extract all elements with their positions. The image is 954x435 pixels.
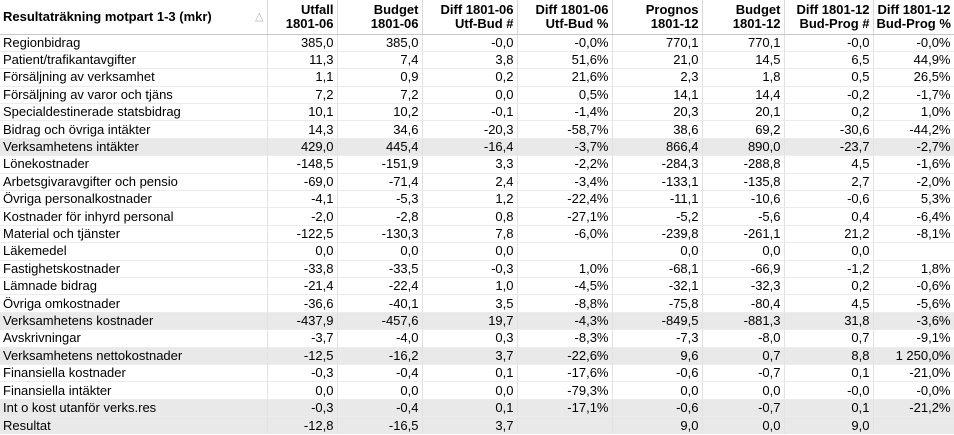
row-label: Material och tjänster xyxy=(0,225,267,242)
cell-value: -2,0 xyxy=(267,208,337,225)
cell-value: -9,1% xyxy=(873,330,954,347)
cell-value: 0,0 xyxy=(337,382,422,399)
table-row[interactable] xyxy=(0,191,954,208)
cell-value: 3,5 xyxy=(422,295,517,312)
cell-value: -284,3 xyxy=(612,156,702,173)
cell-value: -881,3 xyxy=(702,312,784,329)
cell-value: 11,3 xyxy=(267,51,337,68)
cell-value: -5,6% xyxy=(873,295,954,312)
column-header-line2: 1801-06 xyxy=(370,15,419,31)
cell-value: 69,2 xyxy=(702,121,784,138)
cell-value: -0,3 xyxy=(267,399,337,416)
cell-value: 0,2 xyxy=(422,69,517,86)
column-header-2[interactable] xyxy=(337,0,422,34)
cell-value: 31,8 xyxy=(784,312,873,329)
column-header-line1: Prognos xyxy=(645,1,699,17)
cell-value: -71,4 xyxy=(337,173,422,190)
cell-value: 0,2 xyxy=(784,277,873,294)
cell-value: -32,3 xyxy=(702,277,784,294)
cell-value: 3,7 xyxy=(422,417,517,434)
cell-value: 890,0 xyxy=(702,138,784,155)
cell-value: -239,8 xyxy=(612,225,702,242)
cell-value: 2,3 xyxy=(612,69,702,86)
cell-value: 1,8 xyxy=(702,69,784,86)
cell-value: -4,1 xyxy=(267,191,337,208)
row-label: Övriga omkostnader xyxy=(0,295,267,312)
cell-value: 3,8 xyxy=(422,51,517,68)
row-label: Lönekostnader xyxy=(0,156,267,173)
cell-value: -261,1 xyxy=(702,225,784,242)
cell-value: -3,7 xyxy=(267,330,337,347)
cell-value: 385,0 xyxy=(337,34,422,51)
cell-value: -0,7 xyxy=(702,399,784,416)
cell-value: 14,5 xyxy=(702,51,784,68)
row-label: Resultat xyxy=(0,417,267,434)
cell-value: 0,2 xyxy=(784,104,873,121)
cell-value: -130,3 xyxy=(337,225,422,242)
table-row[interactable] xyxy=(0,382,954,399)
cell-value: 0,3 xyxy=(422,330,517,347)
cell-value: -22,4% xyxy=(517,191,612,208)
cell-value: 0,0 xyxy=(422,243,517,260)
cell-value: 1 250,0% xyxy=(873,347,954,364)
cell-value xyxy=(873,417,954,434)
cell-value: -75,8 xyxy=(612,295,702,312)
cell-value: 1,0% xyxy=(873,104,954,121)
cell-value: 38,6 xyxy=(612,121,702,138)
cell-value: -3,7% xyxy=(517,138,612,155)
cell-value: -17,6% xyxy=(517,364,612,381)
cell-value: -8,8% xyxy=(517,295,612,312)
cell-value: -69,0 xyxy=(267,173,337,190)
cell-value: -0,0 xyxy=(422,34,517,51)
cell-value: -21,0% xyxy=(873,364,954,381)
cell-value: -22,4 xyxy=(337,277,422,294)
cell-value: 0,0 xyxy=(422,86,517,103)
cell-value: -33,8 xyxy=(267,260,337,277)
cell-value: 0,0 xyxy=(422,382,517,399)
table-row[interactable] xyxy=(0,243,954,260)
cell-value: -1,2 xyxy=(784,260,873,277)
column-header-line2: 1801-12 xyxy=(650,15,699,31)
cell-value: -8,1% xyxy=(873,225,954,242)
cell-value: -10,6 xyxy=(702,191,784,208)
cell-value: -4,0 xyxy=(337,330,422,347)
cell-value: -20,3 xyxy=(422,121,517,138)
cell-value: -0,4 xyxy=(337,364,422,381)
cell-value: 0,1 xyxy=(422,399,517,416)
cell-value: -0,6 xyxy=(612,399,702,416)
table-row[interactable] xyxy=(0,51,954,68)
column-header-8[interactable] xyxy=(873,0,954,34)
table-row[interactable] xyxy=(0,156,954,173)
cell-value: -21,4 xyxy=(267,277,337,294)
cell-value: 10,1 xyxy=(267,104,337,121)
cell-value: -8,0 xyxy=(702,330,784,347)
cell-value: -22,6% xyxy=(517,347,612,364)
cell-value: 9,6 xyxy=(612,347,702,364)
cell-value: -11,1 xyxy=(612,191,702,208)
column-header-3[interactable] xyxy=(422,0,517,34)
cell-value: 2,4 xyxy=(422,173,517,190)
table-row[interactable] xyxy=(0,34,954,51)
row-label: Fastighetskostnader xyxy=(0,260,267,277)
cell-value: 8,8 xyxy=(784,347,873,364)
table-row[interactable] xyxy=(0,295,954,312)
cell-value: 445,4 xyxy=(337,138,422,155)
cell-value: 0,1 xyxy=(784,364,873,381)
table-row[interactable] xyxy=(0,399,954,416)
cell-value: 1,0% xyxy=(517,260,612,277)
cell-value: 51,6% xyxy=(517,51,612,68)
cell-value: -33,5 xyxy=(337,260,422,277)
cell-value: 0,0 xyxy=(612,243,702,260)
column-header-title: Resultaträkning motpart 1-3 (mkr) xyxy=(3,8,212,24)
cell-value: -4,3% xyxy=(517,312,612,329)
cell-value: 21,6% xyxy=(517,69,612,86)
column-header-line2: 1801-06 xyxy=(285,15,334,31)
cell-value: -17,1% xyxy=(517,399,612,416)
row-label: Int o kost utanför verks.res xyxy=(0,399,267,416)
cell-value: 0,0 xyxy=(702,243,784,260)
cell-value: -133,1 xyxy=(612,173,702,190)
row-label: Verksamhetens kostnader xyxy=(0,312,267,329)
cell-value: -80,4 xyxy=(702,295,784,312)
cell-value: 0,1 xyxy=(422,364,517,381)
cell-value: -68,1 xyxy=(612,260,702,277)
cell-value: -5,2 xyxy=(612,208,702,225)
table-row[interactable] xyxy=(0,364,954,381)
table-row[interactable] xyxy=(0,69,954,86)
column-header-line1: Diff 1801-12 xyxy=(796,1,870,17)
cell-value: -4,5% xyxy=(517,277,612,294)
cell-value: 9,0 xyxy=(784,417,873,434)
cell-value: -12,5 xyxy=(267,347,337,364)
cell-value: -36,6 xyxy=(267,295,337,312)
cell-value: -8,3% xyxy=(517,330,612,347)
cell-value xyxy=(517,417,612,434)
cell-value: -3,6% xyxy=(873,312,954,329)
cell-value: 34,6 xyxy=(337,121,422,138)
row-label: Lämnade bidrag xyxy=(0,277,267,294)
row-label: Övriga personalkostnader xyxy=(0,191,267,208)
cell-value: 7,2 xyxy=(337,86,422,103)
cell-value: 21,0 xyxy=(612,51,702,68)
table-row[interactable] xyxy=(0,417,954,434)
table-body xyxy=(0,34,954,434)
cell-value: 1,8% xyxy=(873,260,954,277)
cell-value: -0,0% xyxy=(873,34,954,51)
column-header-line1: Diff 1801-06 xyxy=(535,1,609,17)
row-label: Avskrivningar xyxy=(0,330,267,347)
cell-value: -5,6 xyxy=(702,208,784,225)
cell-value: 0,5 xyxy=(784,69,873,86)
table-row[interactable] xyxy=(0,86,954,103)
cell-value: -44,2% xyxy=(873,121,954,138)
column-header-line1: Diff 1801-06 xyxy=(440,1,514,17)
row-label: Läkemedel xyxy=(0,243,267,260)
cell-value: -79,3% xyxy=(517,382,612,399)
cell-value: 0,9 xyxy=(337,69,422,86)
cell-value: 770,1 xyxy=(702,34,784,51)
cell-value: 0,0 xyxy=(267,382,337,399)
row-label: Försäljning av verksamhet xyxy=(0,69,267,86)
column-header-line2: Bud-Prog % xyxy=(876,15,951,31)
cell-value: 5,3% xyxy=(873,191,954,208)
column-header-line2: Bud-Prog # xyxy=(799,15,870,31)
column-header-1[interactable] xyxy=(267,0,337,34)
cell-value: -1,4% xyxy=(517,104,612,121)
cell-value: 20,1 xyxy=(702,104,784,121)
cell-value: -1,6% xyxy=(873,156,954,173)
table-row[interactable] xyxy=(0,104,954,121)
cell-value: -148,5 xyxy=(267,156,337,173)
cell-value: 3,3 xyxy=(422,156,517,173)
cell-value: -12,8 xyxy=(267,417,337,434)
column-header-line1: Budget xyxy=(373,1,419,17)
cell-value: 19,7 xyxy=(422,312,517,329)
cell-value: -2,0% xyxy=(873,173,954,190)
cell-value: -2,2% xyxy=(517,156,612,173)
row-label: Specialdestinerade statsbidrag xyxy=(0,104,267,121)
cell-value: 0,8 xyxy=(422,208,517,225)
cell-value: 0,0 xyxy=(267,243,337,260)
cell-value: -1,7% xyxy=(873,86,954,103)
cell-value: 429,0 xyxy=(267,138,337,155)
cell-value: -0,0% xyxy=(873,382,954,399)
table-row[interactable] xyxy=(0,260,954,277)
cell-value: -0,2 xyxy=(784,86,873,103)
cell-value: -21,2% xyxy=(873,399,954,416)
cell-value: -122,5 xyxy=(267,225,337,242)
cell-value: -151,9 xyxy=(337,156,422,173)
row-label: Verksamhetens intäkter xyxy=(0,138,267,155)
row-label: Patient/trafikantavgifter xyxy=(0,51,267,68)
row-label: Arbetsgivaravgifter och pensio xyxy=(0,173,267,190)
table-row[interactable] xyxy=(0,138,954,155)
cell-value: -16,2 xyxy=(337,347,422,364)
column-header-line2: Utf-Bud % xyxy=(545,15,609,31)
row-label: Försäljning av varor och tjäns xyxy=(0,86,267,103)
cell-value: 6,5 xyxy=(784,51,873,68)
cell-value: 1,0 xyxy=(422,277,517,294)
cell-value: 14,4 xyxy=(702,86,784,103)
table-row[interactable] xyxy=(0,173,954,190)
cell-value: -457,6 xyxy=(337,312,422,329)
cell-value: 0,4 xyxy=(784,208,873,225)
header-row xyxy=(0,0,954,34)
cell-value: 2,7 xyxy=(784,173,873,190)
row-label: Kostnader för inhyrd personal xyxy=(0,208,267,225)
column-header-7[interactable] xyxy=(784,0,873,34)
column-header-6[interactable] xyxy=(702,0,784,34)
cell-value xyxy=(873,243,954,260)
cell-value: 3,7 xyxy=(422,347,517,364)
column-header-line2: Utf-Bud # xyxy=(455,15,514,31)
cell-value: -0,0 xyxy=(784,34,873,51)
cell-value: -7,3 xyxy=(612,330,702,347)
table-row[interactable] xyxy=(0,347,954,364)
table-row[interactable] xyxy=(0,312,954,329)
cell-value: -0,6 xyxy=(612,364,702,381)
cell-value: -30,6 xyxy=(784,121,873,138)
cell-value: -288,8 xyxy=(702,156,784,173)
cell-value: -0,6% xyxy=(873,277,954,294)
cell-value: 0,0 xyxy=(612,382,702,399)
cell-value: 1,1 xyxy=(267,69,337,86)
table-row[interactable] xyxy=(0,121,954,138)
table-row[interactable] xyxy=(0,330,954,347)
cell-value: 7,8 xyxy=(422,225,517,242)
sort-indicator-icon[interactable]: △ xyxy=(255,10,264,23)
row-label: Finansiella kostnader xyxy=(0,364,267,381)
cell-value: 0,1 xyxy=(784,399,873,416)
cell-value: -0,7 xyxy=(702,364,784,381)
cell-value: -849,5 xyxy=(612,312,702,329)
column-header-5[interactable] xyxy=(612,0,702,34)
column-header-line1: Budget xyxy=(735,1,781,17)
row-label: Verksamhetens nettokostnader xyxy=(0,347,267,364)
cell-value xyxy=(517,243,612,260)
cell-value: 866,4 xyxy=(612,138,702,155)
cell-value: 770,1 xyxy=(612,34,702,51)
cell-value: -0,1 xyxy=(422,104,517,121)
cell-value: 4,5 xyxy=(784,295,873,312)
cell-value: -0,3 xyxy=(267,364,337,381)
cell-value: -0,6 xyxy=(784,191,873,208)
cell-value: 44,9% xyxy=(873,51,954,68)
row-label: Bidrag och övriga intäkter xyxy=(0,121,267,138)
column-header-line1: Utfall xyxy=(301,1,334,17)
cell-value: 0,7 xyxy=(784,330,873,347)
cell-value: -66,9 xyxy=(702,260,784,277)
cell-value: 1,2 xyxy=(422,191,517,208)
cell-value: -6,4% xyxy=(873,208,954,225)
cell-value: -437,9 xyxy=(267,312,337,329)
cell-value: -0,0% xyxy=(517,34,612,51)
cell-value: 0,0 xyxy=(702,417,784,434)
cell-value: -6,0% xyxy=(517,225,612,242)
cell-value: 7,2 xyxy=(267,86,337,103)
column-header-line1: Diff 1801-12 xyxy=(877,1,951,17)
cell-value: -32,1 xyxy=(612,277,702,294)
cell-value: -23,7 xyxy=(784,138,873,155)
cell-value: -40,1 xyxy=(337,295,422,312)
cell-value: 21,2 xyxy=(784,225,873,242)
cell-value: 14,3 xyxy=(267,121,337,138)
table-row[interactable] xyxy=(0,277,954,294)
cell-value: -0,3 xyxy=(422,260,517,277)
cell-value: -5,3 xyxy=(337,191,422,208)
cell-value: 0,7 xyxy=(702,347,784,364)
cell-value: 9,0 xyxy=(612,417,702,434)
cell-value: 14,1 xyxy=(612,86,702,103)
cell-value: -2,8 xyxy=(337,208,422,225)
cell-value: -16,5 xyxy=(337,417,422,434)
cell-value: 4,5 xyxy=(784,156,873,173)
table-row[interactable] xyxy=(0,225,954,242)
column-header-4[interactable] xyxy=(517,0,612,34)
cell-value: 0,5% xyxy=(517,86,612,103)
cell-value: 0,0 xyxy=(784,243,873,260)
row-label: Regionbidrag xyxy=(0,34,267,51)
cell-value: 0,0 xyxy=(702,382,784,399)
cell-value: -0,0 xyxy=(784,382,873,399)
cell-value: 10,2 xyxy=(337,104,422,121)
column-header-line2: 1801-12 xyxy=(732,15,781,31)
cell-value: -0,4 xyxy=(337,399,422,416)
cell-value: -3,4% xyxy=(517,173,612,190)
cell-value: 26,5% xyxy=(873,69,954,86)
cell-value: -135,8 xyxy=(702,173,784,190)
cell-value: -2,7% xyxy=(873,138,954,155)
cell-value: -16,4 xyxy=(422,138,517,155)
cell-value: 385,0 xyxy=(267,34,337,51)
cell-value: -27,1% xyxy=(517,208,612,225)
table-row[interactable] xyxy=(0,208,954,225)
cell-value: 20,3 xyxy=(612,104,702,121)
cell-value: 7,4 xyxy=(337,51,422,68)
cell-value: 0,0 xyxy=(337,243,422,260)
column-header-label[interactable] xyxy=(0,0,267,34)
row-label: Finansiella intäkter xyxy=(0,382,267,399)
cell-value: -58,7% xyxy=(517,121,612,138)
